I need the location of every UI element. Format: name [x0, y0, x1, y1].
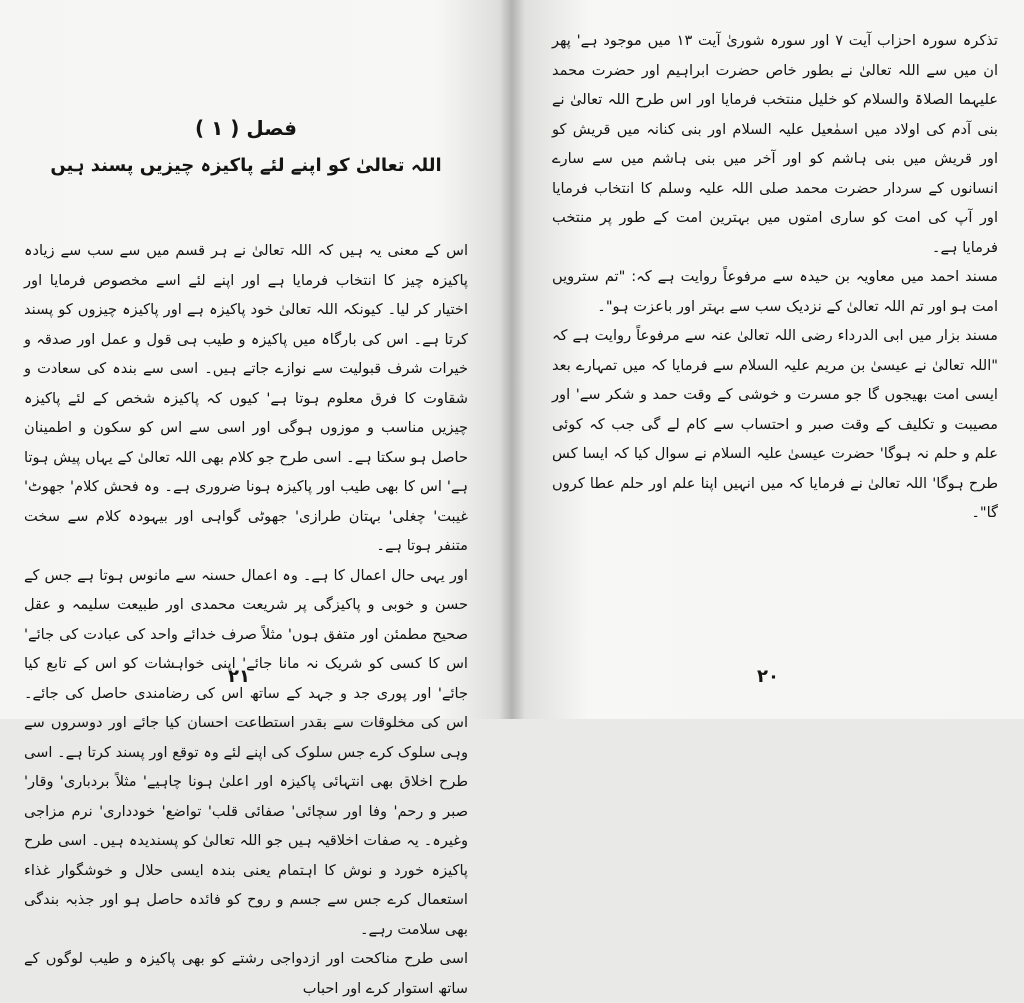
chapter-subtitle: اللہ تعالیٰ کو اپنے لئے پاکیزہ چیزیں پسند ہیں — [50, 155, 442, 176]
paragraph: اور یہی حال اعمال کا ہے۔ وہ اعمال حسنہ سے مانوس ہوتا ہے جس کے حسن و خوبی و پاکیزگی پر شریعت محمدی اور طبیعت سلیمہ و عقل صحیح مطمئن اور متفق ہوں' مثلاً صرف خدائے واحد کی عبادت کی جائے' اس کا کسی کو شریک نہ مانا جائے' اپنی خواہشات کو اس کے تابع کیا جائے' اور پوری جد و جہد کے ساتھ اس کی رضامندی حاصل کی جائے۔ اس کی مخلوقات سے بقدر استطاعت احسان کیا جائے اور دوسروں سے وہی سلوک کرے جس سلوک کی اپنے لئے وہ توقع اور پسند کرتا ہے۔ اسی طرح اخلاق بھی انتہائی پاکیزہ اور اعلیٰ ہونا چاہیے' مثلاً بردباری' وقار' صبر و رحم' وفا اور سچائی' صفائی قلب' تواضع' خودداری' نرم مزاجی وغیرہ۔ یہ صفات اخلاقیہ ہیں جو اللہ تعالیٰ کو پسندیدہ ہیں۔ اسی طرح پاکیزہ خورد و نوش کا اہتمام یعنی بندہ ایسی حلال و خوشگوار غذاء استعمال کرے جس سے جسم و روح کو فائدہ حاصل ہو اور جذبہ بندگی بھی سلامت رہے۔ — [24, 566, 468, 938]
paragraph: تذکرہ سورہ احزاب آیت ۷ اور سورہ شوریٰ آیت ۱۳ میں موجود ہے' پھر ان میں سے اللہ تعالیٰ نے بطور خاص حضرت ابراہیم اور حضرت محمد علیہما الصلاۃ والسلام کو خلیل منتخب فرمایا اور اس طرح اللہ تعالیٰ نے بنی آدم کی اولاد میں اسمٰعیل علیہ السلام اور بنی کنانہ میں قریش کو اور قریش میں بنی ہاشم کو اور آخر میں بنی ہاشم میں سے سارے انسانوں کے سردار حضرت محمد صلی اللہ علیہ وسلم کا انتخاب فرمایا اور آپ کی امت کو ساری امتوں میں بہترین امت کے طور پر منتخب فرمایا ہے۔ — [552, 32, 998, 256]
paragraph: اسی طرح مناکحت اور ازدواجی رشتے کو بھی پاکیزہ و طیب لوگوں کے ساتھ استوار کرے اور احباب — [24, 950, 468, 997]
left-page-body — [24, 236, 468, 1003]
page-number: ۲۰ — [757, 666, 779, 687]
chapter-heading — [24, 111, 468, 183]
book-gutter — [499, 0, 525, 719]
paragraph: مسند احمد میں معاویہ بن حیدہ سے مرفوعاً روایت ہے کہ: "تم سترویں امت ہو اور تم اللہ تعالیٰ کے نزدیک سب سے بہتر اور باعزت ہو"۔ — [552, 268, 998, 315]
right-page — [512, 0, 1024, 719]
chapter-title: فصل ( ۱ ) — [194, 116, 298, 140]
paragraph: مسند بزار میں ابی الدرداء رضی اللہ تعالیٰ عنہ سے مرفوعاً روایت ہے کہ "اللہ تعالیٰ نے عیسیٰ بن مریم علیہ السلام سے فرمایا کہ میں تمہارے بعد ایسی امت بھیجوں گا جو مسرت و خوشی کے وقت حمد و شکر سے' اور مصیبت و تکلیف کے وقت صبر و احتساب سے کام لے گی جب کہ کوئی علم و حلم نہ ہوگا' حضرت عیسیٰ علیہ السلام نے سوال کیا کہ ایسا کس طرح ہوگا' اللہ تعالیٰ نے فرمایا کہ میں انہیں اپنا علم اور حلم عطا کروں گا"۔ — [552, 327, 998, 521]
right-page-body — [552, 26, 998, 528]
paragraph: اس کے معنی یہ ہیں کہ اللہ تعالیٰ نے ہر قسم میں سے سب سے زیادہ پاکیزہ چیز کا انتخاب فرمایا ہے اور اپنے لئے اسے مخصوص فرمایا اور اختیار کر لیا۔ کیونکہ اللہ تعالیٰ خود پاکیزہ ہے اور پاکیزہ چیزوں کو پسند کرتا ہے۔ اس کی بارگاہ میں پاکیزہ و طیب ہی قول و عمل اور صدقہ و خیرات شرف قبولیت سے نوازے جاتے ہیں۔ اسی سے بندہ کی سعادت و شقاوت کا فرق معلوم ہوتا ہے' کیوں کہ پاکیزہ شخص کے لئے پاکیزہ چیزیں مناسب و موزوں ہوگی اور اسی سے اس کو سکون و اطمینان حاصل ہو سکتا ہے۔ اسی طرح جو کلام بھی اللہ تعالیٰ کے یہاں پیش ہوتا ہے' اس کا بھی طیب اور پاکیزہ ہونا ضروری ہے۔ وہ فحش کلام' جھوٹ' غیبت' چغلی' بہتان طرازی' جھوٹی گواہی اور بیہودہ کلام سے سخت متنفر ہوتا ہے۔ — [24, 242, 468, 554]
left-page — [0, 0, 512, 997]
page-number: ۲۱ — [228, 666, 250, 687]
